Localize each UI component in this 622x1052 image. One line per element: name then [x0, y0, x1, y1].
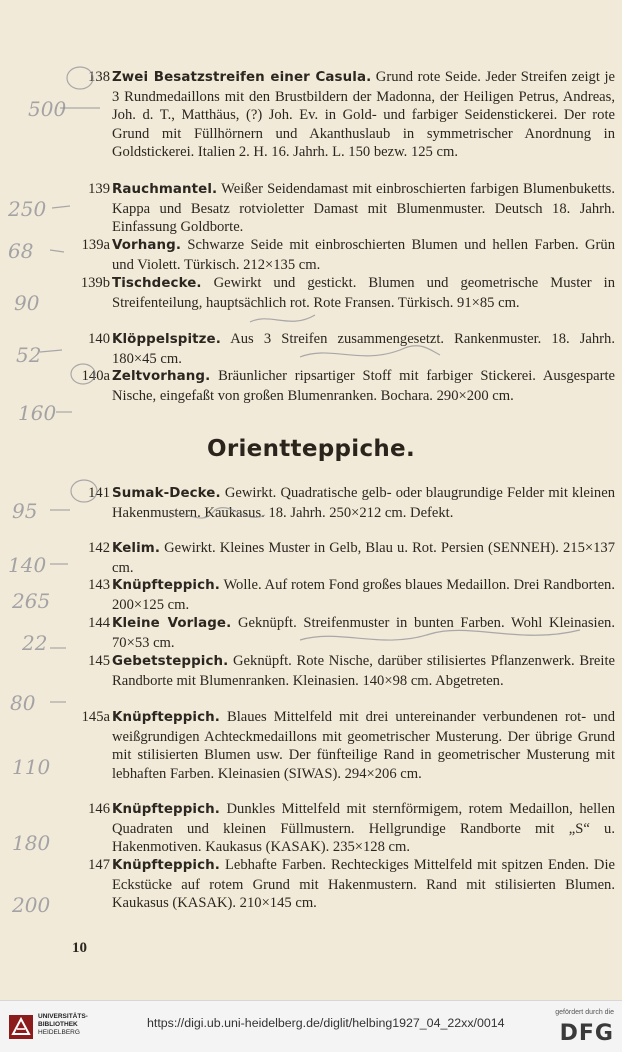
library-line: UNIVERSITÄTS- [38, 1013, 88, 1020]
entry-text: Aus 3 Streifen zusammengesetzt. Rankenmuster. 18. Jahrh. 180×45 cm. [112, 331, 615, 367]
entry-text: Gewirkt. Quadratische gelb- oder blaugrundige Felder mit kleinen Hakenmustern. Kaukasus. 18. Jahrh. 250×212 cm. Defekt. [112, 485, 615, 521]
entry-number: 140a [81, 368, 110, 384]
entry-title: Zeltvorhang. [112, 369, 211, 384]
viewer-footer [0, 1000, 622, 1052]
page-number: 10 [72, 940, 87, 956]
entry-text: Grund rote Seide. Jeder Streifen zeigt je 3 Rundmedaillons mit den Brustbildern der Madonna, der Heiligen Petrus, Andreas, Joh. d. T., Matthäus, (?) Joh. Ev. in Gold- und farbiger Seidenstickerei. Der rote Grund mit Füllhörnern und Akanthuslaub in symmetrischer Anordnung in Goldstickerei. Italien 2. H. 16. Jahrh. L. 150 bezw. 125 cm. [112, 69, 615, 161]
entry-text: Weißer Seidendamast mit einbroschierten farbigen Blumenbuketts. Kappa und Besatz rotvioletter Damast mit Blumenmuster. Deutsch 18. Jahrh. Einfassung Goldborte. [112, 181, 615, 236]
entry-text: Dunkles Mittelfeld mit sternförmigem, rotem Medaillon, hellen Quadraten und kleinen Füllmustern. Hellgrundige Randborte mit „S“ u. Hakenmotiven. Kaukasus (KASAK). 235×128 cm. [112, 801, 615, 856]
pencil-price: 500 [28, 97, 67, 121]
entry-number: 139 [88, 181, 110, 197]
entry-title: Tischdecke. [112, 276, 202, 291]
entry-text: Geknüpft. Streifenmuster in bunten Farben. Wohl Kleinasien. 70×53 cm. [112, 615, 615, 651]
pencil-price: 52 [16, 343, 42, 367]
entry-title: Vorhang. [112, 238, 182, 253]
entry-number: 143 [88, 577, 110, 593]
entry-title: Knüpfteppich. [112, 578, 220, 593]
pencil-price: 90 [14, 291, 40, 315]
pencil-price: 80 [10, 691, 36, 715]
entry-title: Zwei Besatzstreifen einer Casula. [112, 70, 372, 85]
entry-title: Rauchmantel. [112, 182, 218, 197]
pencil-price: 95 [12, 499, 38, 523]
entry-title: Gebetsteppich. [112, 654, 229, 669]
entry-number: 146 [88, 801, 110, 817]
entry-number: 145a [81, 709, 110, 725]
dfg-logo: DFG [559, 1021, 614, 1046]
entry-title: Kelim. [112, 541, 161, 556]
entry-title: Knüpfteppich. [112, 858, 220, 873]
entry-number: 145 [88, 653, 110, 669]
university-logo-icon [8, 1014, 34, 1040]
entry-text: Schwarze Seide mit einbroschierten Blumen und hellen Farben. Grün und Violett. Türkisch. 212×135 cm. [112, 237, 615, 273]
library-line: BIBLIOTHEK [38, 1021, 78, 1028]
entry-number: 139b [80, 275, 110, 291]
entry-text: Geknüpft. Rote Nische, darüber stilisiertes Pflanzenwerk. Breite Randborte mit Blumenranken. Kleinasien. 140×98 cm. Abgetreten. [112, 653, 615, 689]
pencil-price: 200 [12, 893, 51, 917]
entry-title: Klöppelspitze. [112, 332, 221, 347]
pencil-price: 250 [8, 197, 47, 221]
entry-number: 140 [88, 331, 110, 347]
entry-number: 144 [88, 615, 110, 631]
entry-text: Gewirkt und gestickt. Blumen und geometrische Muster in Streifenteilung, hauptsächlich rot. Rote Fransen. Türkisch. 91×85 cm. [112, 275, 615, 311]
funding-note: gefördert durch die [555, 1009, 614, 1016]
library-line: HEIDELBERG [38, 1029, 80, 1036]
pencil-price: 180 [12, 831, 51, 855]
entry-text: Lebhafte Farben. Rechteckiges Mittelfeld mit spitzen Enden. Die Eckstücke auf rotem Grund mit Hakenmustern. Rand mit stilisierten Blumen. Kaukasus (KASAK). 210×145 cm. [112, 857, 615, 912]
entry-text: Blaues Mittelfeld mit drei untereinander verbundenen rot- und weißgrundigen Achteckmedaillons mit geometrischer Musterung. Der übrige Grund mit stilisierten Blumen usw. Der fünfteilige Rand in geometrischer Musterung mit lebhaften Farben. Kleinasien (SIWAS). 294×206 cm. [112, 709, 615, 782]
pencil-price: 265 [12, 589, 51, 613]
pencil-price: 22 [22, 631, 48, 655]
entry-title: Sumak-Decke. [112, 486, 221, 501]
pencil-price: 160 [18, 401, 57, 425]
entry-number: 139a [81, 237, 110, 253]
pencil-price: 140 [8, 553, 47, 577]
entry-text: Gewirkt. Kleines Muster in Gelb, Blau u. Rot. Persien (SENNEH). 215×137 cm. [112, 540, 615, 576]
pencil-price: 68 [8, 239, 34, 263]
entry-number: 147 [88, 857, 110, 873]
entry-title: Knüpfteppich. [112, 710, 220, 725]
entry-number: 141 [88, 485, 110, 501]
library-name [38, 1013, 88, 1037]
section-heading: Orientteppiche. [207, 436, 415, 462]
pencil-price: 110 [12, 755, 51, 779]
entry-number: 142 [88, 540, 110, 556]
entry-title: Knüpfteppich. [112, 802, 220, 817]
permalink-url[interactable]: https://digi.ub.uni-heidelberg.de/diglit/helbing1927_04_22xx/0014 [147, 1016, 505, 1030]
entry-number: 138 [88, 69, 110, 85]
entry-text: Bräunlicher ripsartiger Stoff mit farbiger Stickerei. Ausgesparte Nische, eingefaßt von großen Blumenranken. Bochara. 290×200 cm. [112, 368, 615, 404]
entry-title: Kleine Vorlage. [112, 616, 232, 631]
entry-text: Wolle. Auf rotem Fond großes blaues Medaillon. Drei Randborten. 200×125 cm. [112, 577, 615, 613]
